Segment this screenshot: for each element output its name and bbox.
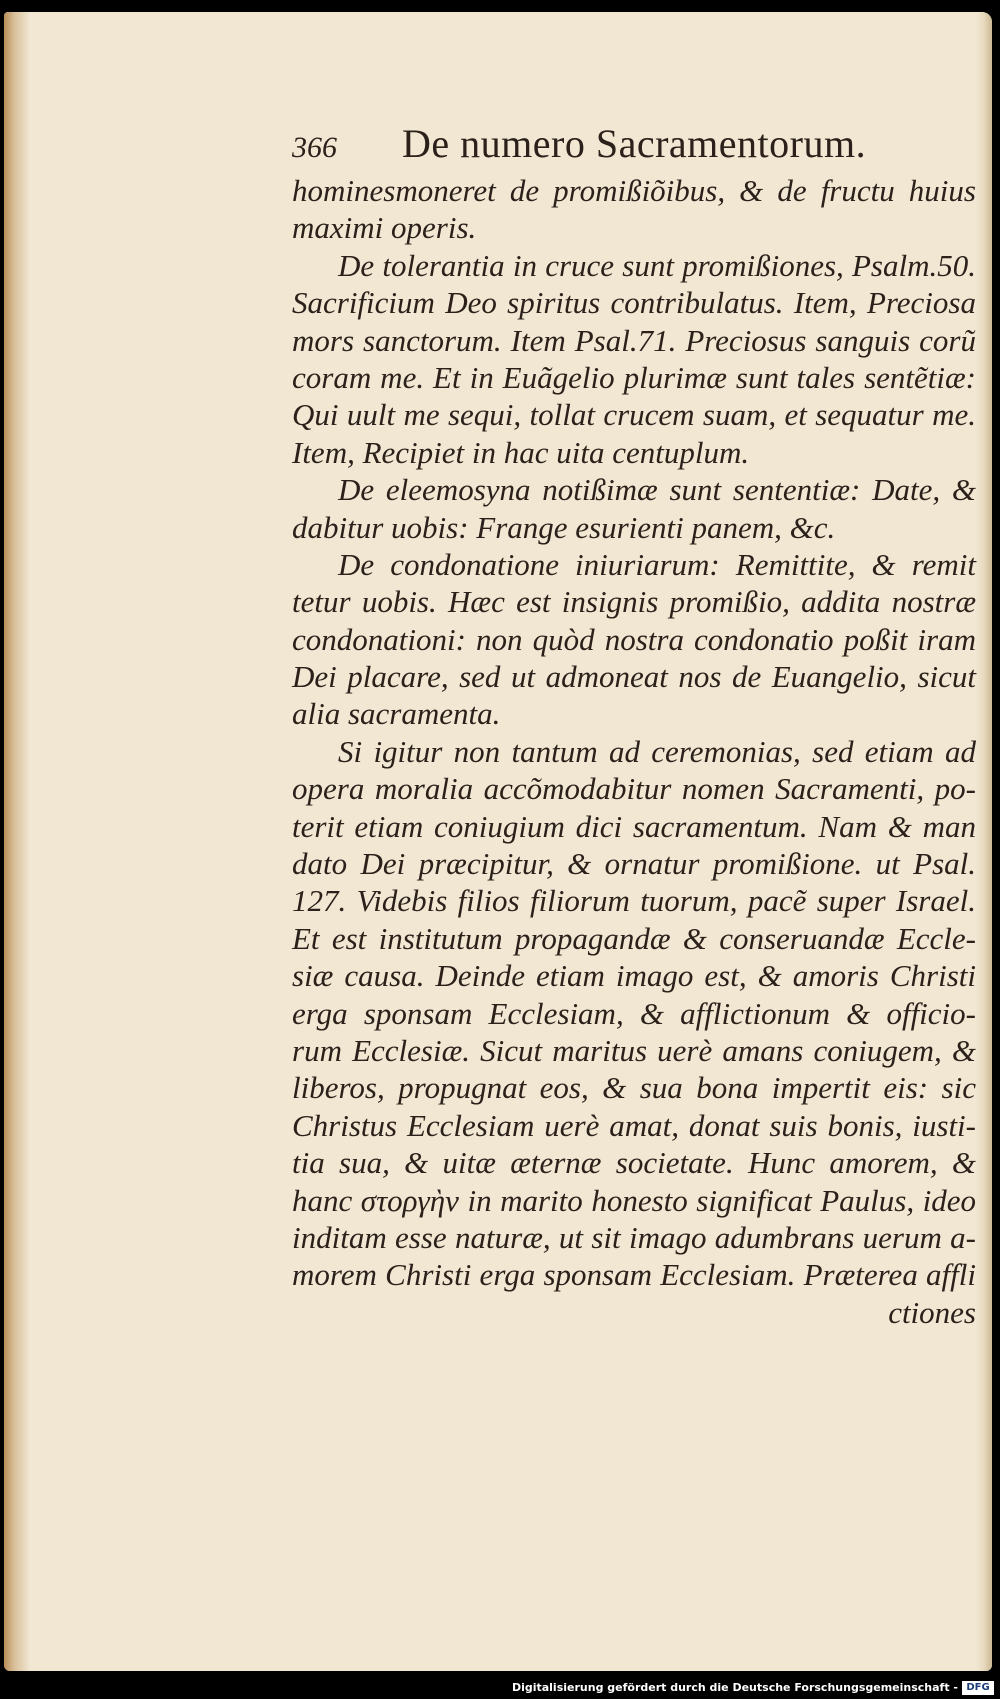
text-line: Sacrificium Deo spiritus contribulatus. Item, Preciosa xyxy=(292,285,976,321)
text-line: maximi operis. xyxy=(292,210,477,246)
text-line: terit etiam coniugium dici sacramentum. Nam & man xyxy=(292,808,976,844)
text-line: condonationi: non quòd nostra condonatio poßit iram xyxy=(292,621,976,657)
text-line: tetur uobis. Hæc est insignis promißio, addita nostræ xyxy=(292,584,976,620)
text-line: opera moralia accõmodabitur nomen Sacramenti, po- xyxy=(292,771,976,807)
text-line: liberos, propugnat eos, & sua bona impertit eis: sic xyxy=(292,1070,976,1106)
text-line: Et est institutum propagandæ & conseruandæ Eccle- xyxy=(292,920,976,956)
text-line: Item, Recipiet in hac uita centuplum. xyxy=(292,434,750,470)
funding-credit: Digitalisierung gefördert durch die Deutsche Forschungsgemeinschaft - xyxy=(511,1681,958,1694)
text-line: mors sanctorum. Item Psal.71. Preciosus sanguis corũ xyxy=(292,322,976,358)
page-spine-shadow xyxy=(4,12,30,1671)
page-header xyxy=(292,116,976,172)
text-line: Si igitur non tantum ad ceremonias, sed etiam ad xyxy=(338,733,976,769)
text-line: inditam esse naturæ, ut sit imago adumbrans uerum a- xyxy=(292,1219,976,1255)
book-page xyxy=(4,12,992,1671)
page-number: 366 xyxy=(292,131,337,164)
text-line: hominesmoneret de promißiõibus, & de fructu huius xyxy=(292,173,976,208)
text-line: Qui uult me sequi, tollat crucem suam, et sequatur me. xyxy=(292,397,976,433)
text-line: De condonatione iniuriarum: Remittite, & remit xyxy=(338,546,976,582)
text-line: siæ causa. Deinde etiam imago est, & amoris Christi xyxy=(292,958,976,994)
text-line: tia sua, & uitæ æternæ societate. Hunc amorem, & xyxy=(292,1145,976,1181)
text-line: erga sponsam Ecclesiam, & afflictionum & officio- xyxy=(292,995,976,1031)
text-line: dato Dei præcipitur, & ornatur promißione. ut Psal. xyxy=(292,846,976,882)
text-block xyxy=(292,116,976,1331)
text-line: 127. Videbis filios filiorum tuorum, pacẽ super Israel. xyxy=(292,883,976,919)
body-text xyxy=(292,172,976,1331)
text-line: morem Christi erga sponsam Ecclesiam. Præterea affli xyxy=(292,1257,976,1293)
text-line: ctiones xyxy=(888,1294,976,1330)
running-title: De numero Sacramentorum. xyxy=(402,121,867,166)
text-line: coram me. Et in Euãgelio plurimæ sunt tales sentẽtiæ: xyxy=(292,359,976,395)
dfg-logo: DFG xyxy=(962,1681,994,1695)
page-edge-shadow xyxy=(976,12,992,1671)
text-line: rum Ecclesiæ. Sicut maritus uerè amans coniugem, & xyxy=(292,1032,976,1068)
text-line: De eleemosyna notißimæ sunt sententiæ: Date, & xyxy=(338,472,976,508)
text-line: alia sacramenta. xyxy=(292,696,501,732)
text-line: hanc στοργὴν in marito honesto significat Paulus, ideo xyxy=(292,1182,976,1218)
text-line: dabitur uobis: Frange esurienti panem, &c. xyxy=(292,509,836,545)
text-line: Dei placare, sed ut admoneat nos de Euangelio, sicut xyxy=(292,659,976,695)
text-line: Christus Ecclesiam uerè amat, donat suis bonis, iusti- xyxy=(292,1107,976,1143)
text-line: De tolerantia in cruce sunt promißiones, Psalm.50. xyxy=(338,247,976,283)
